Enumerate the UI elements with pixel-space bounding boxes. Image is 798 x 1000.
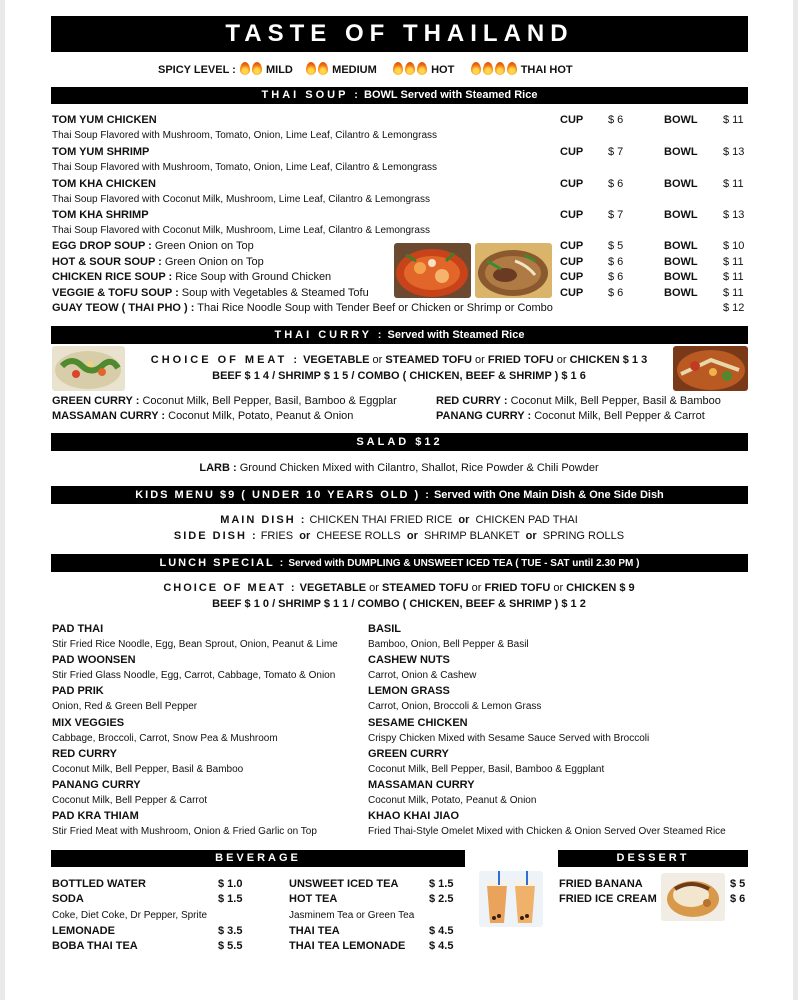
cup-label: CUP [560,146,584,158]
menu-title-bar [51,16,748,52]
lunch-item-desc: Coconut Milk, Bell Pepper, Basil & Bamboo [52,764,244,775]
kids-side-c: SHRIMP BLANKET [423,530,520,542]
beverage-name: UNSWEET ICED TEA [289,878,399,890]
curry-item-green [52,395,397,407]
bowl-label: BOWL [664,146,698,158]
beverage-header: BEVERAGE [51,850,465,867]
soup-inline-desc: Green Onion on Top [154,240,254,252]
lunch-choice-or: or [471,582,482,594]
curry-choice-label: CHOICE OF MEAT : [150,354,300,366]
curry-item-panang [436,410,705,422]
kids-main-label: MAIN DISH : [220,514,307,526]
soup-inline-row [52,256,264,268]
dessert-name: FRIED BANANA [559,878,643,890]
kids-side-a: FRIES [260,530,294,542]
soup-inline-name: VEGGIE & TOFU SOUP : [52,287,179,299]
beverage-price: $ 4.5 [429,925,454,937]
curry-choice-line [5,354,793,366]
dessert-price: $ 6 [730,893,746,905]
beverage-price: $ 5.5 [218,940,243,952]
flame-icon [405,62,415,75]
soup-inline-row [52,271,331,283]
beverage-price: $ 1.0 [218,878,243,890]
lunch-choice-line [5,582,793,594]
lunch-item-name: KHAO KHAI JIAO [368,810,460,822]
cup-price: $ 6 [608,256,624,268]
curry-item-desc: Coconut Milk, Bell Pepper, Basil & Bamboo [510,395,721,407]
cup-price: $ 7 [608,209,624,221]
cup-label: CUP [560,240,584,252]
cup-label: CUP [560,114,584,126]
lunch-item-name: PANANG CURRY [52,779,141,791]
flame-icon [393,62,403,75]
lunch-item-name: SESAME CHICKEN [368,717,468,729]
beverage-name: SODA [52,893,84,905]
curry-photo-left [52,346,125,391]
bowl-label: BOWL [664,287,698,299]
soup-header [51,87,748,104]
curry-photo-right [673,346,748,391]
flame-icon [507,62,517,75]
bowl-label: BOWL [664,114,698,126]
beverage-name: THAI TEA LEMONADE [289,940,406,952]
bowl-price: $ 11 [723,287,744,299]
lunch-item-name: GREEN CURRY [368,748,449,760]
soup-guay-teow-row [52,302,553,314]
cup-price: $ 6 [608,271,624,283]
dessert-name: FRIED ICE CREAM [559,893,657,905]
curry-choice-or: or [475,354,485,366]
menu-page [5,0,793,1000]
bowl-price: $ 11 [723,178,744,190]
lunch-item-desc: Coconut Milk, Potato, Peanut & Onion [368,795,537,806]
curry-choice-vegetable: VEGETABLE [303,354,370,366]
bowl-price: $ 10 [723,240,745,252]
soup-inline-desc: Soup with Vegetables & Steamed Tofu [181,287,369,299]
bowl-label: BOWL [664,271,698,283]
beverage-name: LEMONADE [52,925,115,937]
curry-choice-or: or [372,354,383,366]
lunch-item-desc: Coconut Milk, Bell Pepper & Carrot [52,795,208,806]
beverage-name: THAI TEA [289,925,340,937]
flame-icon [471,62,481,75]
curry-item-desc: Coconut Milk, Bell Pepper & Carrot [534,410,705,422]
lunch-item-desc: Carrot, Onion, Broccoli & Lemon Grass [368,701,542,712]
beverage-price: $ 3.5 [218,925,243,937]
lunch-item-desc: Stir Fried Rice Noodle, Egg, Bean Sprout, Onion, Peanut & Lime [52,639,338,650]
spicy-level-legend [158,62,573,78]
lunch-item-name: LEMON GRASS [368,685,450,697]
cup-label: CUP [560,271,584,283]
lunch-item-name: PAD KRA THIAM [52,810,139,822]
kids-or: or [406,530,418,542]
lunch-item-name: MIX VEGGIES [52,717,125,729]
spicy-hot-label: HOT [431,64,455,76]
lunch-item-desc: Fried Thai-Style Omelet Mixed with Chicken & Onion Served Over Steamed Rice [368,826,726,837]
kids-main-a: CHICKEN THAI FRIED RICE [309,514,453,526]
lunch-choice-chicken: CHICKEN $ 9 [566,582,635,594]
lunch-item-desc: Onion, Red & Green Bell Pepper [52,701,198,712]
salad-item-name: LARB : [199,462,237,474]
curry-choice-chicken: CHICKEN $ 1 3 [569,354,648,366]
kids-main-b: CHICKEN PAD THAI [475,514,578,526]
cup-price: $ 6 [608,287,624,299]
kids-header-title: KIDS MENU $9 ( UNDER 10 YEARS OLD ) : [135,489,431,501]
lunch-item-name: PAD PRIK [52,685,104,697]
soup-inline-desc: Green Onion on Top [164,256,264,268]
cup-price: $ 5 [608,240,624,252]
flame-icon [483,62,493,75]
soup-inline-name: CHICKEN RICE SOUP : [52,271,173,283]
bowl-label: BOWL [664,178,698,190]
dessert-header: DESSERT [558,850,748,867]
curry-header [51,326,748,344]
bowl-label: BOWL [664,209,698,221]
lunch-choice-or: or [553,582,564,594]
lunch-choice-steamed-tofu: STEAMED TOFU [381,582,469,594]
cup-label: CUP [560,178,584,190]
spicy-thai-hot-label: THAI HOT [520,64,573,76]
soup-guay-name: GUAY TEOW ( THAI PHO ) : [52,302,195,314]
kids-header [51,486,748,504]
lunch-item-desc: Stir Fried Meat with Mushroom, Onion & Fried Garlic on Top [52,826,317,837]
bowl-price: $ 13 [723,146,745,158]
soup-guay-desc: Thai Rice Noodle Soup with Tender Beef or Chicken or Shrimp or Combo [197,302,553,314]
fried-ice-cream-photo [661,873,725,921]
curry-header-title: THAI CURRY : [274,329,385,341]
soup-inline-desc: Rice Soup with Ground Chicken [175,271,332,283]
soup-item-desc: Thai Soup Flavored with Coconut Milk, Mushroom, Lime Leaf, Cilantro & Lemongrass [52,225,430,236]
bowl-label: BOWL [664,256,698,268]
kids-side-d: SPRING ROLLS [542,530,625,542]
kids-main-line [5,514,793,526]
lunch-header [51,554,748,572]
flame-icon [240,62,250,75]
bowl-price: $ 11 [723,256,744,268]
flame-icon [306,62,316,75]
bowl-price: $ 13 [723,209,745,221]
curry-item-name: RED CURRY : [436,395,508,407]
lunch-item-name: BASIL [368,623,401,635]
soup-item-name: TOM YUM CHICKEN [52,114,157,126]
lunch-item-desc: Stir Fried Glass Noodle, Egg, Carrot, Cabbage, Tomato & Onion [52,670,336,681]
tom-yum-soup-photo [394,243,471,298]
flame-icon [252,62,262,75]
curry-choice-steamed-tofu: STEAMED TOFU [385,354,472,366]
soup-header-title: THAI SOUP : [261,89,361,101]
kids-side-b: CHEESE ROLLS [316,530,401,542]
lunch-header-title: LUNCH SPECIAL : [159,557,286,569]
kids-side-line [5,530,793,542]
soup-item-name: TOM KHA CHICKEN [52,178,156,190]
salad-item [5,462,793,474]
pho-soup-photo [475,243,552,298]
cup-label: CUP [560,209,584,221]
curry-item-massaman [52,410,353,422]
cup-price: $ 6 [608,178,624,190]
curry-item-desc: Coconut Milk, Potato, Peanut & Onion [168,410,354,422]
cup-label: CUP [560,256,584,268]
spicy-mild-label: MILD [265,64,293,76]
lunch-choice-vegetable: VEGETABLE [299,582,367,594]
soup-item-name: TOM KHA SHRIMP [52,209,149,221]
lunch-item-name: RED CURRY [52,748,117,760]
lunch-choice-line-2: BEEF $ 1 0 / SHRIMP $ 1 1 / COMBO ( CHICKEN, BEEF & SHRIMP ) $ 1 2 [212,598,586,610]
lunch-item-name: CASHEW NUTS [368,654,450,666]
curry-item-red [436,395,721,407]
lunch-item-desc: Crispy Chicken Mixed with Sesame Sauce Served with Broccoli [368,733,650,744]
bowl-label: BOWL [664,240,698,252]
flame-icon [417,62,427,75]
beverage-name: BOTTLED WATER [52,878,146,890]
beverage-name: BOBA THAI TEA [52,940,138,952]
soup-inline-name: EGG DROP SOUP : [52,240,152,252]
lunch-choice-label: CHOICE OF MEAT : [163,582,297,594]
soup-header-subtitle: BOWL Served with Steamed Rice [364,89,538,101]
soup-item-name: TOM YUM SHRIMP [52,146,150,158]
soup-item-desc: Thai Soup Flavored with Mushroom, Tomato, Onion, Lime Leaf, Cilantro & Lemongrass [52,162,437,173]
soup-inline-name: HOT & SOUR SOUP : [52,256,162,268]
beverage-price: $ 1.5 [429,878,454,890]
soup-inline-row [52,287,369,299]
lunch-item-name: PAD WOONSEN [52,654,136,666]
kids-side-label: SIDE DISH : [173,530,258,542]
spicy-level-label: SPICY LEVEL : [158,64,236,76]
kids-or: or [458,514,470,526]
curry-choice-line-2: BEEF $ 1 4 / SHRIMP $ 1 5 / COMBO ( CHICKEN, BEEF & SHRIMP ) $ 1 6 [212,370,586,382]
curry-item-name: GREEN CURRY : [52,395,140,407]
curry-item-name: MASSAMAN CURRY : [52,410,166,422]
cup-label: CUP [560,287,584,299]
curry-item-desc: Coconut Milk, Bell Pepper, Basil, Bamboo & Eggplar [142,395,397,407]
beverage-price: $ 2.5 [429,893,454,905]
lunch-choice-fried-tofu: FRIED TOFU [484,582,551,594]
spicy-medium-label: MEDIUM [332,64,377,76]
thai-tea-photo [479,871,543,927]
salad-header: SALAD $12 [51,433,748,451]
soup-inline-row [52,240,254,252]
curry-choice-or: or [556,354,567,366]
curry-item-name: PANANG CURRY : [436,410,532,422]
cup-price: $ 6 [608,114,624,126]
kids-or: or [525,530,537,542]
curry-header-subtitle: Served with Steamed Rice [387,329,525,341]
lunch-item-name: MASSAMAN CURRY [368,779,475,791]
bowl-price: $ 11 [723,271,744,283]
lunch-item-desc: Coconut Milk, Bell Pepper, Basil, Bamboo & Eggplant [368,764,605,775]
curry-choice-fried-tofu: FRIED TOFU [487,354,554,366]
lunch-item-desc: Carrot, Onion & Cashew [368,670,477,681]
beverage-desc: Jasminem Tea or Green Tea [289,910,415,921]
kids-header-subtitle: Served with One Main Dish & One Side Dish [433,489,664,501]
beverage-desc: Coke, Diet Coke, Dr Pepper, Sprite [52,910,208,921]
lunch-item-desc: Cabbage, Broccoli, Carrot, Snow Pea & Mushroom [52,733,278,744]
beverage-price: $ 4.5 [429,940,454,952]
beverage-price: $ 1.5 [218,893,243,905]
soup-guay-price: $ 12 [723,302,745,314]
soup-item-desc: Thai Soup Flavored with Coconut Milk, Mushroom, Lime Leaf, Cilantro & Lemongrass [52,194,430,205]
cup-price: $ 7 [608,146,624,158]
lunch-item-name: PAD THAI [52,623,104,635]
soup-item-desc: Thai Soup Flavored with Mushroom, Tomato, Onion, Lime Leaf, Cilantro & Lemongrass [52,130,437,141]
lunch-header-subtitle: Served with DUMPLING & UNSWEET ICED TEA ( TUE - SAT until 2.30 PM ) [288,558,640,569]
flame-icon [495,62,505,75]
kids-or: or [299,530,311,542]
menu-title: TASTE OF THAILAND [225,20,574,47]
flame-icon [318,62,328,75]
dessert-price: $ 5 [730,878,746,890]
beverage-name: HOT TEA [289,893,338,905]
lunch-choice-or: or [369,582,379,594]
bowl-price: $ 11 [723,114,744,126]
lunch-item-desc: Bamboo, Onion, Bell Pepper & Basil [368,639,529,650]
salad-item-desc: Ground Chicken Mixed with Cilantro, Shallot, Rice Powder & Chili Powder [239,462,599,474]
